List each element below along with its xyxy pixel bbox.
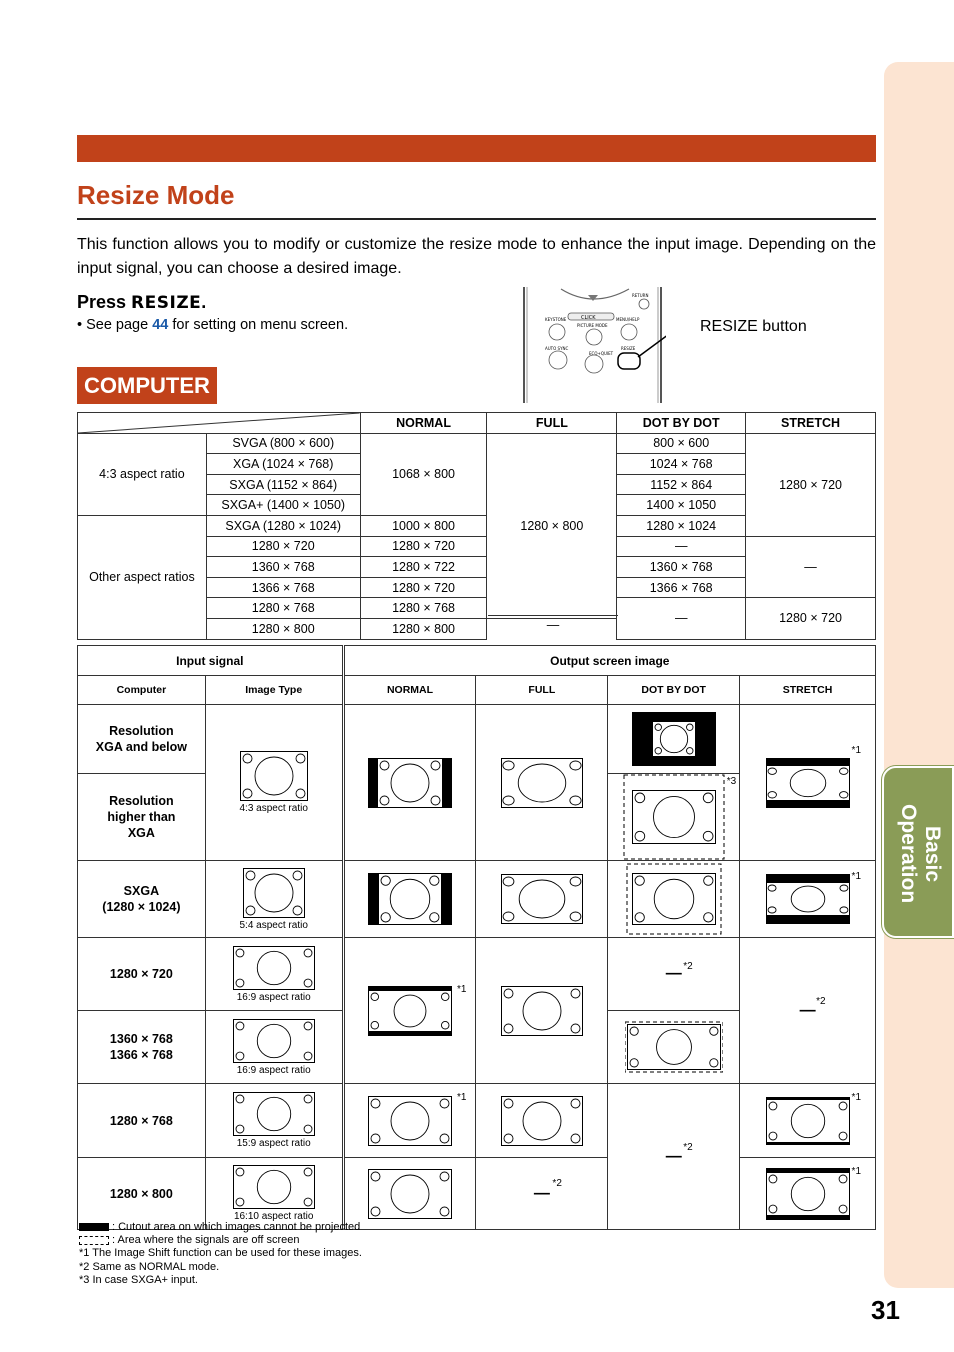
header-dot-by-dot: DOT BY DOT — [608, 676, 740, 705]
image-type-cell — [205, 861, 343, 938]
note-marker: *2 — [683, 961, 693, 972]
footnote-2: *2 Same as NORMAL mode. — [79, 1260, 220, 1273]
note-marker: *2 — [552, 1178, 562, 1189]
normal-cell: 1068 × 800 — [360, 433, 487, 515]
header-full: FULL — [487, 413, 617, 434]
press-suffix: . — [201, 292, 207, 312]
aspect-caption: 5:4 aspect ratio — [239, 919, 308, 931]
note-marker: *2 — [683, 1142, 693, 1153]
table-row — [78, 705, 876, 774]
note-marker: *2 — [816, 996, 826, 1007]
input-cell: 1366 × 768 — [206, 577, 360, 598]
page-number: 31 — [871, 1295, 900, 1325]
output-cell — [608, 1011, 740, 1084]
output-cell — [608, 1084, 740, 1230]
section-tab-label: Basic Operation — [897, 804, 944, 904]
screen-icon — [608, 863, 739, 935]
screen-icon — [206, 946, 342, 990]
output-cell — [608, 705, 740, 774]
table-row — [78, 938, 876, 1011]
note-marker: *1 — [456, 984, 467, 995]
aspect-caption: 16:9 aspect ratio — [236, 1064, 311, 1076]
dot-cell: 1152 × 864 — [617, 474, 746, 495]
normal-cell: 1280 × 722 — [360, 557, 487, 578]
output-cell — [740, 938, 876, 1084]
header-normal: NORMAL — [343, 676, 476, 705]
output-cell — [608, 774, 740, 861]
full-cell-dash: — — [488, 615, 618, 635]
full-cell: 1280 × 800 — [487, 433, 617, 618]
remote-control-illustration — [521, 287, 666, 403]
aspect-caption: 16:9 aspect ratio — [236, 991, 311, 1003]
input-cell: XGA (1024 × 768) — [206, 454, 360, 475]
stretch-cell: — — [746, 536, 876, 598]
screen-icon — [476, 1096, 607, 1146]
table-row — [78, 413, 876, 434]
input-cell: 1280 × 768 — [206, 598, 360, 619]
output-cell — [740, 1084, 876, 1158]
normal-cell: 1280 × 720 — [360, 536, 487, 557]
output-image-table — [77, 645, 876, 1230]
image-type-cell — [205, 705, 343, 861]
screen-icon — [476, 758, 607, 808]
normal-cell: 1280 × 768 — [360, 598, 487, 619]
table-row — [78, 1158, 876, 1230]
legend-offscreen — [79, 1234, 362, 1247]
dot-cell: 1024 × 768 — [617, 454, 746, 475]
input-cell: SXGA (1280 × 1024) — [206, 515, 360, 536]
remote-label: AUTO SYNC — [545, 346, 569, 351]
image-type-cell — [205, 1011, 343, 1084]
header-bar — [77, 135, 876, 162]
cutout-swatch — [79, 1223, 109, 1231]
output-cell — [476, 1158, 608, 1230]
table-row — [78, 1084, 876, 1158]
header-output-image: Output screen image — [343, 646, 875, 676]
remote-label: MENU/HELP — [616, 317, 640, 322]
dot-cell: — — [617, 598, 746, 639]
output-cell — [343, 1084, 476, 1158]
image-type-cell — [205, 1158, 343, 1230]
screen-icon — [476, 986, 607, 1036]
row-label: 1280 × 800 — [78, 1158, 206, 1230]
screen-icon — [608, 774, 739, 860]
aspect-caption: 15:9 aspect ratio — [236, 1138, 311, 1149]
remote-label: CLICK — [581, 315, 596, 321]
output-cell — [343, 1158, 476, 1230]
stretch-cell: 1280 × 720 — [746, 433, 876, 536]
input-cell: 1360 × 768 — [206, 557, 360, 578]
screen-icon — [345, 873, 476, 925]
legend-cutout-text: : Cutout area on which images cannot be projected — [112, 1221, 361, 1233]
remote-label: RESIZE — [621, 346, 636, 351]
offscreen-swatch — [79, 1236, 109, 1245]
output-cell — [740, 705, 876, 861]
stretch-cell: 1280 × 720 — [746, 598, 876, 639]
see-page-suffix: for setting on menu screen. — [168, 317, 349, 333]
table-row — [78, 646, 876, 676]
note-marker: *1 — [851, 1092, 861, 1103]
input-cell: SVGA (800 × 600) — [206, 433, 360, 454]
screen-icon — [206, 1019, 342, 1063]
intro-paragraph: This function allows you to modify or customize the resize mode to enhance the input image. Depending on the input signal, you can choose a desired image. — [77, 236, 876, 277]
legend-offscreen-text: : Area where the signals are off screen — [112, 1234, 300, 1247]
aspect-caption: 4:3 aspect ratio — [239, 803, 308, 814]
resize-button-callout: RESIZE button — [700, 318, 807, 335]
screen-icon — [740, 1097, 875, 1145]
note-marker: *1 — [851, 871, 861, 882]
same-as-normal-dash: — — [799, 1001, 816, 1019]
row-label: Resolution higher than XGA — [78, 774, 206, 861]
output-cell — [608, 861, 740, 938]
resolution-table — [77, 412, 876, 640]
screen-icon — [345, 758, 476, 808]
press-instruction — [77, 292, 206, 313]
row-label: 1360 × 768 1366 × 768 — [78, 1011, 206, 1084]
legend — [79, 1221, 362, 1287]
input-cell: 1280 × 720 — [206, 536, 360, 557]
group-label: 4:3 aspect ratio — [78, 433, 207, 515]
title-rule — [77, 218, 876, 220]
screen-icon — [345, 986, 476, 1036]
row-label: 1280 × 768 — [78, 1084, 206, 1158]
legend-cutout — [79, 1221, 362, 1234]
output-cell — [740, 1158, 876, 1230]
table-row — [78, 433, 876, 454]
screen-icon — [608, 1020, 739, 1074]
see-page-prefix: • See page — [77, 317, 153, 333]
header-normal: NORMAL — [360, 413, 487, 434]
output-cell — [343, 705, 476, 861]
header-input-signal: Input signal — [78, 646, 344, 676]
press-prefix: Press — [77, 292, 132, 312]
header-computer: Computer — [78, 676, 206, 705]
note-marker: *1 — [456, 1092, 467, 1103]
note-marker: *1 — [851, 745, 861, 756]
input-cell: 1280 × 800 — [206, 618, 360, 639]
same-as-normal-dash: — — [533, 1184, 550, 1202]
dot-cell: 1360 × 768 — [617, 557, 746, 578]
output-cell — [476, 861, 608, 938]
normal-cell: 1280 × 800 — [360, 618, 487, 639]
diagonal-header-cell — [78, 413, 361, 434]
input-cell: SXGA+ (1400 × 1050) — [206, 495, 360, 516]
screen-icon — [476, 874, 607, 924]
screen-icon — [206, 1092, 342, 1136]
note-marker: *1 — [851, 1166, 861, 1177]
computer-badge: COMPUTER — [77, 367, 217, 404]
aspect-caption: 16:10 aspect ratio — [233, 1211, 314, 1222]
table-row — [78, 676, 876, 705]
side-tab-background — [884, 62, 954, 1288]
resize-key: RESIZE — [131, 293, 202, 313]
row-label: 1280 × 720 — [78, 938, 206, 1011]
remote-label: KEYSTONE — [545, 317, 567, 322]
see-page-note — [77, 317, 348, 333]
same-as-normal-dash: — — [665, 965, 682, 982]
header-image-type: Image Type — [205, 676, 343, 705]
screen-icon — [345, 1096, 476, 1146]
screen-icon — [608, 712, 739, 766]
footnote-1: *1 The Image Shift function can be used for these images. — [79, 1247, 362, 1260]
page-link[interactable]: 44 — [152, 317, 169, 333]
screen-icon — [740, 758, 875, 808]
screen-icon — [206, 868, 342, 918]
row-label: SXGA (1280 × 1024) — [78, 861, 206, 938]
table-row — [78, 861, 876, 938]
header-stretch: STRETCH — [746, 413, 876, 434]
screen-icon — [206, 751, 342, 801]
dot-cell: 1280 × 1024 — [617, 515, 746, 536]
header-full: FULL — [476, 676, 608, 705]
remote-label: PICTURE MODE — [577, 323, 608, 328]
output-cell — [740, 861, 876, 938]
remote-label: RETURN — [632, 293, 649, 298]
dot-cell: — — [617, 536, 746, 557]
output-cell — [476, 1084, 608, 1158]
normal-cell: 1000 × 800 — [360, 515, 487, 536]
page-title: Resize Mode — [77, 180, 235, 210]
output-cell — [476, 938, 608, 1084]
output-cell — [608, 938, 740, 1011]
dot-cell: 1400 × 1050 — [617, 495, 746, 516]
footnote-3: *3 In case SXGA+ input. — [79, 1273, 198, 1286]
output-cell — [476, 705, 608, 861]
image-type-cell — [205, 938, 343, 1011]
dot-cell: 800 × 600 — [617, 433, 746, 454]
note-marker: *3 — [726, 776, 737, 787]
group-label: Other aspect ratios — [78, 515, 207, 639]
input-cell: SXGA (1152 × 864) — [206, 474, 360, 495]
screen-icon — [345, 1169, 476, 1219]
output-cell — [343, 861, 476, 938]
row-label: Resolution XGA and below — [78, 705, 206, 774]
image-type-cell — [205, 1084, 343, 1158]
dot-cell: 1366 × 768 — [617, 577, 746, 598]
section-tab-basic-operation[interactable] — [882, 766, 954, 938]
normal-cell: 1280 × 720 — [360, 577, 487, 598]
header-stretch: STRETCH — [740, 676, 876, 705]
screen-icon — [206, 1165, 342, 1209]
remote-label: ECO+QUIET — [589, 351, 614, 356]
header-dot-by-dot: DOT BY DOT — [617, 413, 746, 434]
output-cell — [343, 938, 476, 1084]
same-as-normal-dash: — — [665, 1147, 682, 1165]
